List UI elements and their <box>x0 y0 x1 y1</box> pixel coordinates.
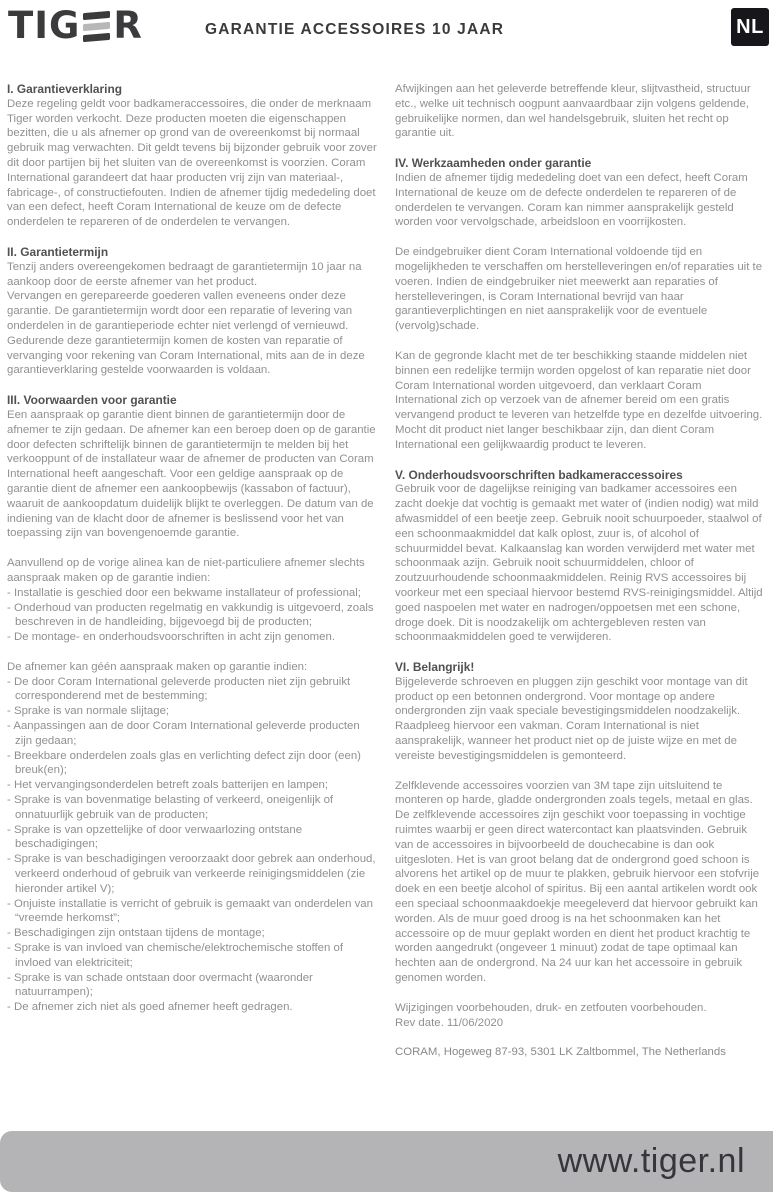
paragraph: Vervangen en gerepareerde goederen vallen eveneens onder deze garantie. De garantietermijn wordt door een reparatie of levering van onderdelen in de garantieperiode echter niet verlengd of vernieuwd. <box>7 290 353 332</box>
list-item: - Sprake is van bovenmatige belasting of verkeerd, oneigenlijk of onnatuurlijk gebruik van de producten; <box>7 793 378 823</box>
revision-date: Rev date. 11/06/2020 <box>395 1016 504 1029</box>
paragraph: Een aanspraak op garantie dient binnen de garantietermijn door de afnemer te zijn gedaan. De afnemer kan een beroep doen op de garantie door defecten schriftelijk binnen de garantietermijn te melden bij het verkooppunt of de installateur waar de afnemer de producten van Coram International heeft aangeschaft. Voor een geldige aanspraak op de garantie dient de afnemer een aankoopbewijs (kassabon of factuur), waaruit de aankoopdatum duidelijk blijkt te overleggen. De datum van de indiening van de klacht door de afnemer is beslissend voor het van toepassing zijn van bovengenoemde garantie. <box>7 408 376 540</box>
section-heading: IV. Werkzaamheden onder garantie <box>395 156 592 171</box>
closing-note <box>395 1001 766 1031</box>
list-item: - Sprake is van normale slijtage; <box>7 704 378 719</box>
paragraph: Gedurende deze garantietermijn komen de kosten van reparatie of vervanging voor rekening van Coram International, mits aan de in deze garantieverklaring gestelde voorwaarden is voldaan. <box>7 334 365 377</box>
list-item: - Beschadigingen zijn ontstaan tijdens de montage; <box>7 926 378 941</box>
document-body <box>7 82 767 1060</box>
paragraph: De eindgebruiker dient Coram International voldoende tijd en mogelijkheden te verschaffen om herstelleveringen en/of reparaties uit te voeren. Indien de eindgebruiker niet meewerkt aan reparaties of herstelleveringen, is Coram International bevrijd van haar garantieverplichtingen en niet aansprakelijk voor de eventuele (vervolg)schade. <box>395 246 763 333</box>
section-heading: VI. Belangrijk! <box>395 660 475 675</box>
list-item: - Sprake is van opzettelijke of door verwaarlozing ontstane beschadigingen; <box>7 823 378 853</box>
list-item: - De door Coram International geleverde producten niet zijn gebruikt corresponderend met de bestemming; <box>7 675 378 705</box>
paragraph: Tenzij anders overeengekomen bedraagt de garantietermijn 10 jaar na aankoop door de eerste afnemer van het product. <box>7 260 362 288</box>
list-intro: De afnemer kan géén aanspraak maken op garantie indien: <box>7 660 308 673</box>
list-item: - De afnemer zich niet als goed afnemer heeft gedragen. <box>7 1000 378 1015</box>
right-column <box>395 82 766 1060</box>
section-heading: II. Garantietermijn <box>7 244 109 259</box>
section-garantietermijn <box>7 245 378 378</box>
section-onderhoudsvoorschriften <box>395 468 766 646</box>
list-item: - Het vervangingsonderdelen betreft zoals batterijen en lampen; <box>7 778 378 793</box>
section-werkzaamheden <box>395 156 766 452</box>
paragraph: Afwijkingen aan het geleverde betreffende kleur, slijtvastheid, structuur etc., welke uit technisch oogpunt aanvaardbaar zijn volgens geldende, gebruikelijke normen, dan wel handelsgebruik, sluiten het recht op garantie uit. <box>395 83 751 140</box>
document-header <box>0 0 773 80</box>
conditions-list <box>7 586 378 645</box>
paragraph: Zelfklevende accessoires voorzien van 3M tape zijn uitsluitend te monteren op harde, gladde ondergronden zoals tegels, metaal en glas. De zelfklevende accessoires zijn geschikt voor toepassing in vochtige ruimtes waarbij er geen direct watercontact kan plaatsvinden. Gebruik van de accessoires in bijvoorbeeld de douchecabine is dan ook uitgesloten. Het is van groot belang dat de ondergrond goed schoon is alvorens het artikel op de muur te plakken, gebruik hiervoor een stofvrije doek en een beetje alcohol of spiritus. Bij een aantal artikelen wordt ook een speciaal schoonmaakdoekje meegeleverd dat hiervoor gebruikt kan worden. Als de muur goed droog is na het schoonmaken kan het accessoire op de muur geplakt worden en dient het product krachtig te worden aangedrukt (ongeveer 1 minuut) zodat de tape optimaal kan hechten aan de ondergrond. Na 24 uur kan het accessoire in gebruik genomen worden. <box>395 779 760 985</box>
section-heading: V. Onderhoudsvoorschriften badkameraccessoires <box>395 467 683 482</box>
paragraph: Kan de gegronde klacht met de ter beschikking staande middelen niet binnen een redelijke termijn worden opgelost of kan reparatie niet door Coram International worden uitgevoerd, dan verklaart Coram International zich op verzoek van de afnemer bereid om een gratis vervangend product te leveren van hetzelfde type en dezelfde uitvoering. Mocht dit product niet langer beschikbaar zijn, dan dient Coram International een gelijkwaardig product te leveren. <box>395 349 763 451</box>
section-heading: I. Garantieverklaring <box>7 82 122 96</box>
footer-bar <box>0 1131 773 1192</box>
list-item: - Sprake is van beschadigingen veroorzaakt door gebrek aan onderhoud, verkeerd onderhoud of gebruik van verkeerde reinigingsmiddelen (zie hieronder artikel V); <box>7 852 378 896</box>
list-item: - Installatie is geschied door een bekwame installateur of professional; <box>7 586 378 601</box>
tiger-logo-e-bars-icon <box>83 10 110 41</box>
list-item: - Onderhoud van producten regelmatig en vakkundig is uitgevoerd, zoals beschreven in de handleiding, bijgevoegd bij de producten; <box>7 601 378 631</box>
language-badge: NL <box>731 8 769 46</box>
section-garantieverklaring <box>7 82 378 230</box>
paragraph: Bijgeleverde schroeven en pluggen zijn geschikt voor montage van dit product op een betonnen ondergrond. Voor montage op andere ondergronden zijn vaak speciale bevestigingsmiddelen noodzakelijk. Raadpleeg hiervoor een vakman. Coram International is niet aansprakelijk, wanneer het product niet op de juiste wijze en met de vereiste bevestigingsmiddelen is gemonteerd. <box>395 675 748 762</box>
list-item: - Breekbare onderdelen zoals glas en verlichting defect zijn door (een) breuk(en); <box>7 749 378 779</box>
list-item: - Sprake is van schade ontstaan door overmacht (waaronder natuurrampen); <box>7 971 378 1001</box>
list-intro: Aanvullend op de vorige alinea kan de niet-particuliere afnemer slechts aanspraak maken op de garantie indien: <box>7 557 365 584</box>
list-item: - Aanpassingen aan de door Coram International geleverde producten zijn gedaan; <box>7 719 378 749</box>
exclusions-list <box>7 675 378 1015</box>
tiger-logo-text-right: R <box>113 4 143 47</box>
paragraph: Deze regeling geldt voor badkameraccessoires, die onder de merknaam Tiger worden verkocht. Deze producten moeten die eigenschappen bezitten, die u als afnemer op grond van de overeenkomst bij normaal gebruik mag verwachten. Dit geldt tevens bij bijzonder gebruik voor zover dit door partijen bij het sluiten van de overeenkomst is voorzien. Coram International garandeert dat haar producten vrij zijn van materiaal-, fabricage-, of constructiefouten. Indien de afnemer tijdig mededeling doet van een defect, heeft Coram International de keuze om de defecte onderdelen te repareren of de onderdelen te vervangen. <box>7 97 377 229</box>
list-item: - De montage- en onderhoudsvoorschriften in acht zijn genomen. <box>7 630 378 645</box>
disclaimer-line: Wijzigingen voorbehouden, druk- en zetfouten voorbehouden. <box>395 1001 707 1014</box>
paragraph: Gebruik voor de dagelijkse reiniging van badkamer accessoires een zacht doekje dat vochtig is gemaakt met water of (indien nodig) wat mild afwasmiddel of een beetje zeep. Gebruik nooit schuurpoeder, staalwol of een schoonmaakmiddel dat kalk oplost, zuur is, of alcohol of schuurmiddel bevat. Kalkaanslag kan worden verwijderd met water met schoonmaak azijn. Gebruik nooit schuurmiddelen, chloor of zoutzuurhoudende schoonmaakmiddelen. Reinig RVS accessoires bij voorkeur met een speciaal hiervoor bestemd RVS-reinigingsmiddel. Altijd goed naspoelen met water en nadrogen/oppoetsen met een schone, droge doek. Dit is noodzakelijk om achtergebleven resten van schoonmaakmiddelen goed te verwijderen. <box>395 483 763 644</box>
company-address: CORAM, Hogeweg 87-93, 5301 LK Zaltbommel, The Netherlands <box>395 1046 726 1059</box>
page-title: GARANTIE ACCESSOIRES 10 JAAR <box>205 21 505 38</box>
section-belangrijk <box>395 660 766 986</box>
tiger-logo-text-left: TIG <box>8 4 81 47</box>
left-column <box>7 82 378 1060</box>
list-item: - Onjuiste installatie is verricht of gebruik is gemaakt van onderdelen van “vreemde herkomst”; <box>7 897 378 927</box>
section-voorwaarden <box>7 393 378 1015</box>
tiger-logo <box>8 4 143 47</box>
section-heading: III. Voorwaarden voor garantie <box>7 393 177 408</box>
website-url: www.tiger.nl <box>557 1142 745 1180</box>
list-item: - Sprake is van invloed van chemische/elektrochemische stoffen of invloed van elektriciteit; <box>7 941 378 971</box>
paragraph: Indien de afnemer tijdig mededeling doet van een defect, heeft Coram International de keuze om de defecte onderdelen te repareren of de onderdelen te vervangen. Coram kan nimmer aansprakelijk gesteld worden voor vervolgschade, arbeidsloon en voorrijkosten. <box>395 171 748 229</box>
